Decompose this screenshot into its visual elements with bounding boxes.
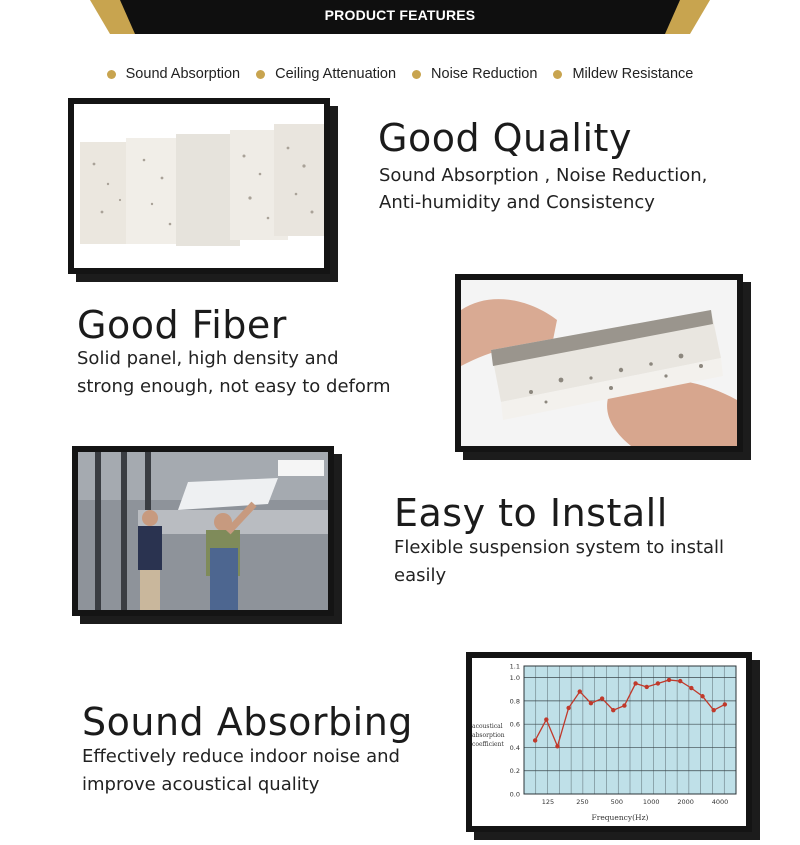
data-point bbox=[555, 744, 559, 748]
x-tick-label: 250 bbox=[576, 798, 589, 806]
y-axis-label-line: coefficient bbox=[472, 741, 504, 748]
banner-title: PRODUCT FEATURES bbox=[324, 7, 476, 23]
data-point bbox=[633, 681, 637, 685]
installers-photo bbox=[78, 452, 328, 610]
data-point bbox=[656, 681, 660, 685]
section-title: Good Quality bbox=[378, 116, 632, 160]
absorption-chart-svg bbox=[472, 658, 746, 826]
data-point bbox=[622, 703, 626, 707]
data-point bbox=[533, 738, 537, 742]
tile-stack-icon bbox=[80, 124, 324, 246]
section-text-line: Effectively reduce indoor noise and bbox=[82, 746, 400, 767]
data-point bbox=[566, 706, 570, 710]
section-text-line: easily bbox=[394, 565, 447, 586]
data-point bbox=[578, 689, 582, 693]
section-title: Good Fiber bbox=[77, 303, 287, 347]
broken-panel-photo bbox=[461, 280, 737, 446]
section-text-line: Anti-humidity and Consistency bbox=[379, 192, 655, 213]
section-text-line: Sound Absorption , Noise Reduction, bbox=[379, 165, 708, 186]
section-text-line: improve acoustical quality bbox=[82, 774, 320, 795]
section-text-line: Flexible suspension system to install bbox=[394, 537, 725, 558]
y-tick-label: 0.2 bbox=[509, 767, 520, 776]
x-tick-label: 500 bbox=[610, 798, 624, 806]
y-tick-label: 0.0 bbox=[509, 790, 520, 799]
x-tick-label: 2000 bbox=[677, 798, 694, 806]
data-point bbox=[678, 679, 682, 683]
feature-item: Noise Reduction bbox=[412, 66, 537, 82]
bullet-dot-icon bbox=[107, 70, 116, 79]
bullet-dot-icon bbox=[553, 70, 562, 79]
y-axis-label-line: absorption bbox=[472, 732, 505, 739]
bullet-dot-icon bbox=[412, 70, 421, 79]
y-tick-label: 0.4 bbox=[509, 743, 520, 752]
section-text-line: Solid panel, high density and bbox=[77, 348, 339, 369]
feature-item: Ceiling Attenuation bbox=[256, 66, 396, 82]
feature-item: Mildew Resistance bbox=[553, 66, 693, 82]
x-axis-label: Frequency(Hz) bbox=[591, 813, 649, 822]
data-point bbox=[600, 696, 604, 700]
y-axis-label-line: acoustical bbox=[472, 723, 503, 730]
data-point bbox=[589, 701, 593, 705]
y-tick-label: 1.0 bbox=[509, 674, 520, 683]
feature-item: Sound Absorption bbox=[107, 66, 240, 82]
section-title: Easy to Install bbox=[394, 491, 668, 535]
data-point bbox=[689, 686, 693, 690]
ceiling-tiles-photo bbox=[74, 104, 324, 268]
feature-list bbox=[0, 66, 800, 82]
section-text-line: strong enough, not easy to deform bbox=[77, 376, 391, 397]
x-tick-label: 125 bbox=[541, 798, 555, 806]
data-point bbox=[711, 708, 715, 712]
data-point bbox=[611, 708, 615, 712]
data-point bbox=[667, 678, 671, 682]
y-axis-label bbox=[472, 723, 507, 748]
data-point bbox=[700, 694, 704, 698]
y-tick-label: 0.6 bbox=[509, 720, 520, 729]
y-tick-label: 1.1 bbox=[509, 662, 520, 671]
x-tick-label: 1000 bbox=[642, 798, 660, 806]
section-title: Sound Absorbing bbox=[82, 700, 413, 744]
absorption-chart bbox=[472, 658, 746, 826]
data-point bbox=[645, 685, 649, 689]
y-tick-label: 0.8 bbox=[509, 697, 520, 706]
bullet-dot-icon bbox=[256, 70, 265, 79]
data-point bbox=[723, 702, 727, 706]
data-point bbox=[544, 717, 548, 721]
x-tick-label: 4000 bbox=[711, 798, 729, 806]
